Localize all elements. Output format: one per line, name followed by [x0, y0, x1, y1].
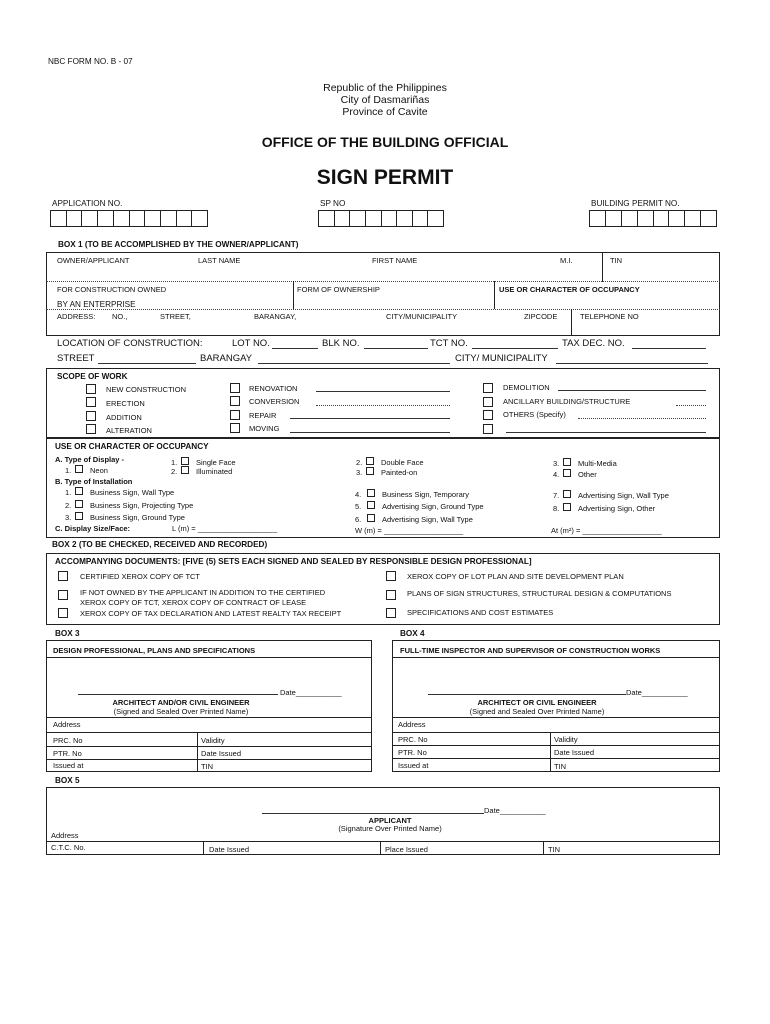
neon-label: Neon [90, 466, 108, 475]
neon-checkbox[interactable] [75, 465, 83, 473]
address-street-label: STREET, [160, 312, 191, 321]
doc-tct-checkbox[interactable] [58, 571, 68, 581]
painted-on-number: 3. [356, 468, 363, 477]
conversion-checkbox[interactable] [230, 396, 240, 406]
ancillary-label: ANCILLARY BUILDING/STRUCTURE [503, 397, 631, 406]
install-2-label: Business Sign, Projecting Type [90, 501, 194, 510]
demolition-label: DEMOLITION [503, 383, 550, 392]
single-face-number: 1. [171, 458, 178, 467]
form-of-ownership-label: FORM OF OWNERSHIP [297, 285, 380, 294]
lot-no-label: LOT NO. [232, 338, 270, 349]
tct-no-label: TCT NO. [430, 338, 468, 349]
box4-label: BOX 4 [400, 629, 425, 638]
other-label: Other [578, 470, 597, 479]
install-5-label: Advertising Sign, Ground Type [382, 502, 484, 511]
box4-signer: ARCHITECT OR CIVIL ENGINEER [477, 698, 597, 707]
illuminated-label: Illuminated [196, 467, 233, 476]
last-name-label: LAST NAME [198, 256, 241, 265]
box3-prc[interactable]: PRC. No [53, 736, 83, 745]
conversion-label: CONVERSION [249, 397, 300, 406]
ancillary-checkbox[interactable] [483, 397, 493, 407]
type-of-installation-label: B. Type of Installation [55, 477, 133, 486]
box3-issued-at[interactable]: Issued at [53, 761, 84, 770]
display-size-label: C. Display Size/Face: [55, 524, 131, 533]
demolition-checkbox[interactable] [483, 383, 493, 393]
page-title: SIGN PERMIT [316, 166, 454, 189]
box4-title: FULL-TIME INSPECTOR AND SUPERVISOR OF CONSTRUCTION WORKS [400, 646, 661, 655]
scope-title: SCOPE OF WORK [57, 372, 128, 381]
install-7-number: 7. [553, 491, 560, 500]
install-7-checkbox[interactable] [563, 490, 571, 498]
doc-tax-label: XEROX COPY OF TAX DECLARATION AND LATEST REALTY TAX RECEIPT [80, 609, 342, 618]
doc-specs-checkbox[interactable] [386, 608, 396, 618]
install-3-label: Business Sign, Ground Type [90, 513, 185, 522]
box2-title: BOX 2 (TO BE CHECKED, RECEIVED AND RECORDED) [52, 540, 268, 549]
by-enterprise-label: BY AN ENTERPRISE [57, 300, 136, 309]
install-8-checkbox[interactable] [563, 503, 571, 511]
others-extra-checkbox[interactable] [483, 424, 493, 434]
box3-ptr[interactable]: PTR. No [53, 749, 82, 758]
install-4-label: Business Sign, Temporary [382, 490, 469, 499]
illuminated-number: 2. [171, 467, 178, 476]
multi-media-number: 3. [553, 459, 560, 468]
city-municipality-label: CITY/ MUNICIPALITY [455, 353, 548, 364]
box4-validity[interactable]: Validity [554, 735, 578, 744]
box5-label: BOX 5 [55, 776, 80, 785]
repair-checkbox[interactable] [230, 410, 240, 420]
neon-number: 1. [65, 466, 72, 475]
tax-dec-label: TAX DEC. NO. [562, 338, 625, 349]
address-city-label: CITY/MUNICIPALITY [386, 312, 458, 321]
doc-specs-label: SPECIFICATIONS AND COST ESTIMATES [407, 608, 554, 617]
install-2-checkbox[interactable] [75, 500, 83, 508]
box5-address[interactable]: Address [51, 831, 79, 840]
doc-lease-label-1: IF NOT OWNED BY THE APPLICANT IN ADDITION TO THE CERTIFIED [80, 588, 326, 597]
first-name-label: FIRST NAME [372, 256, 418, 265]
box3-label: BOX 3 [55, 629, 80, 638]
single-face-label: Single Face [196, 458, 236, 467]
install-8-label: Advertising Sign, Other [578, 504, 656, 513]
application-no-label: APPLICATION NO. [52, 199, 123, 208]
telephone-label: TELEPHONE NO [580, 312, 639, 321]
application-no-field[interactable] [50, 210, 208, 227]
install-7-label: Advertising Sign, Wall Type [578, 491, 669, 500]
owner-label: OWNER/APPLICANT [57, 256, 130, 265]
length-field[interactable]: L (m) = ___________________ [172, 524, 278, 533]
box4-tin[interactable]: TIN [554, 762, 567, 771]
zipcode-label: ZIPCODE [524, 312, 558, 321]
box3-validity[interactable]: Validity [201, 736, 225, 745]
alteration-label: ALTERATION [106, 426, 152, 435]
box5-tin[interactable]: TIN [548, 845, 561, 854]
location-label: LOCATION OF CONSTRUCTION: [57, 338, 203, 349]
header-province: Province of Cavite [342, 106, 428, 118]
single-face-checkbox[interactable] [181, 457, 189, 465]
occupancy-title: USE OR CHARACTER OF OCCUPANCY [55, 442, 209, 451]
install-8-number: 8. [553, 504, 560, 513]
install-4-checkbox[interactable] [367, 489, 375, 497]
install-4-number: 4. [355, 490, 362, 499]
install-6-label: Advertising Sign, Wall Type [382, 515, 473, 524]
type-of-display-label: A. Type of Display - [55, 455, 125, 464]
doc-tct-label: CERTIFIED XEROX COPY OF TCT [80, 572, 201, 581]
addition-checkbox[interactable] [86, 411, 96, 421]
install-2-number: 2. [65, 501, 72, 510]
doc-lot-plan-label: XEROX COPY OF LOT PLAN AND SITE DEVELOPMENT PLAN [407, 572, 624, 581]
moving-label: MOVING [249, 424, 280, 433]
box4-prc[interactable]: PRC. No [398, 735, 428, 744]
building-permit-no-field[interactable] [589, 210, 717, 227]
box3-date-issued[interactable]: Date Issued [201, 749, 242, 758]
install-6-number: 6. [355, 515, 362, 524]
doc-tax-checkbox[interactable] [58, 608, 68, 618]
box4-signed-note: (Signed and Sealed Over Printed Name) [469, 707, 605, 716]
header-republic: Republic of the Philippines [323, 82, 447, 94]
addition-label: ADDITION [106, 413, 142, 422]
multi-media-checkbox[interactable] [563, 458, 571, 466]
box4-date-issued[interactable]: Date Issued [554, 748, 595, 757]
sp-no-label: SP NO [320, 199, 346, 208]
doc-lease-checkbox[interactable] [58, 590, 68, 600]
doc-lease-label-2: XEROX COPY OF TCT, XEROX COPY OF CONTRACT OF LEASE [80, 598, 307, 607]
box4-address[interactable]: Address [398, 720, 426, 729]
width-field[interactable]: W (m) = ___________________ [355, 526, 464, 535]
install-6-checkbox[interactable] [367, 514, 375, 522]
other-number: 4. [553, 470, 560, 479]
office-title: OFFICE OF THE BUILDING OFFICIAL [261, 134, 509, 150]
new-construction-checkbox[interactable] [86, 384, 96, 394]
street-label: STREET [57, 353, 95, 364]
box5-signature-note: (Signature Over Printed Name) [338, 824, 442, 833]
box5-applicant: APPLICANT [368, 816, 412, 825]
repair-label: REPAIR [249, 411, 277, 420]
doc-lot-plan-checkbox[interactable] [386, 571, 396, 581]
box3-tin[interactable]: TIN [201, 762, 214, 771]
box4-date[interactable]: Date___________ [626, 688, 688, 697]
tin-label: TIN [610, 256, 623, 265]
box3-date[interactable]: Date___________ [280, 688, 342, 697]
doc-plans-checkbox[interactable] [386, 590, 396, 600]
install-3-number: 3. [65, 513, 72, 522]
multi-media-label: Multi-Media [578, 459, 617, 468]
new-construction-label: NEW CONSTRUCTION [106, 385, 186, 394]
form-number: NBC FORM NO. B - 07 [48, 57, 133, 66]
moving-checkbox[interactable] [230, 423, 240, 433]
blk-no-label: BLK NO. [322, 338, 360, 349]
painted-on-checkbox[interactable] [366, 467, 374, 475]
install-5-number: 5. [355, 502, 362, 511]
box4-issued-at[interactable]: Issued at [398, 761, 429, 770]
mi-label: M.I. [560, 256, 573, 265]
building-permit-no-label: BUILDING PERMIT NO. [591, 199, 680, 208]
renovation-checkbox[interactable] [230, 383, 240, 393]
erection-checkbox[interactable] [86, 397, 96, 407]
install-5-checkbox[interactable] [367, 501, 375, 509]
box4-ptr[interactable]: PTR. No [398, 748, 427, 757]
box5-place-issued[interactable]: Place Issued [385, 845, 428, 854]
renovation-label: RENOVATION [249, 384, 298, 393]
box1-title: BOX 1 (TO BE ACCOMPLISHED BY THE OWNER/APPLICANT) [58, 240, 299, 249]
others-label: OTHERS (Specify) [503, 410, 566, 419]
doc-plans-label: PLANS OF SIGN STRUCTURES, STRUCTURAL DESIGN & COMPUTATIONS [407, 589, 672, 598]
others-checkbox[interactable] [483, 410, 493, 420]
sp-no-field[interactable] [318, 210, 444, 227]
erection-label: ERECTION [106, 399, 145, 408]
install-1-number: 1. [65, 488, 72, 497]
use-or-character-label: USE OR CHARACTER OF OCCUPANCY [499, 285, 640, 294]
install-3-checkbox[interactable] [75, 512, 83, 520]
box5-date-issued[interactable]: Date Issued [209, 845, 250, 854]
double-face-checkbox[interactable] [366, 457, 374, 465]
address-label: ADDRESS: [57, 312, 96, 321]
area-field[interactable]: At (m²) = ___________________ [551, 526, 662, 535]
box5-date[interactable]: Date___________ [484, 806, 546, 815]
address-no-label: NO., [112, 312, 128, 321]
other-checkbox[interactable] [563, 469, 571, 477]
double-face-label: Double Face [381, 458, 424, 467]
install-1-checkbox[interactable] [75, 487, 83, 495]
barangay-label: BARANGAY [200, 353, 253, 364]
box5-ctc[interactable]: C.T.C. No. [51, 843, 86, 852]
for-construction-label: FOR CONSTRUCTION OWNED [57, 285, 167, 294]
box3-title: DESIGN PROFESSIONAL, PLANS AND SPECIFICATIONS [53, 646, 256, 655]
address-barangay-label: BARANGAY, [254, 312, 297, 321]
box3-address[interactable]: Address [53, 720, 81, 729]
header-city: City of Dasmariñas [340, 94, 430, 106]
box2-heading: ACCOMPANYING DOCUMENTS: [FIVE (5) SETS EACH SIGNED AND SEALED BY RESPONSIBLE DESIGN PROFESSIONAL] [55, 557, 532, 566]
box3-signer: ARCHITECT AND/OR CIVIL ENGINEER [112, 698, 250, 707]
install-1-label: Business Sign, Wall Type [90, 488, 175, 497]
alteration-checkbox[interactable] [86, 424, 96, 434]
box3-signed-note: (Signed and Sealed Over Printed Name) [113, 707, 249, 716]
illuminated-checkbox[interactable] [181, 466, 189, 474]
double-face-number: 2. [356, 458, 363, 467]
painted-on-label: Painted-on [381, 468, 418, 477]
